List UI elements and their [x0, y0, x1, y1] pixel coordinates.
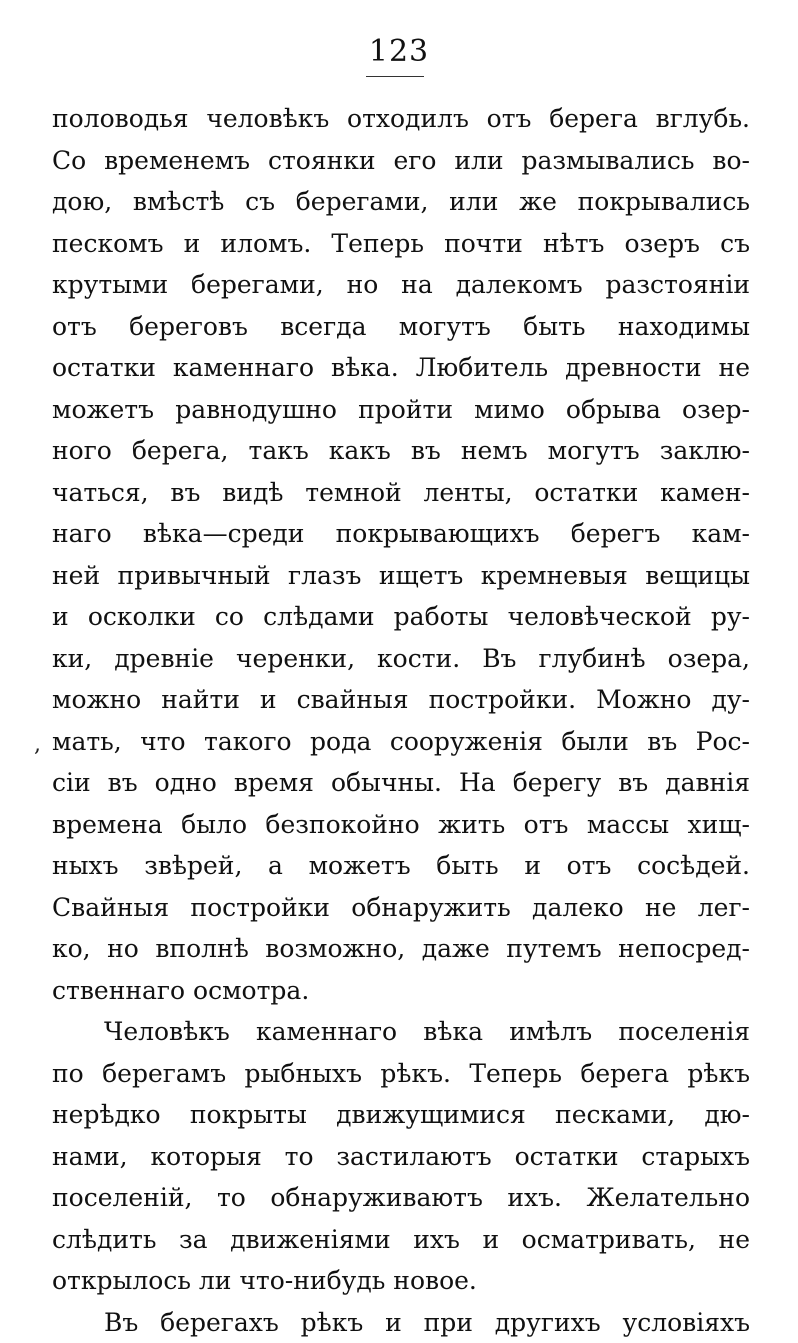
text-line: остатки каменнаго вѣка. Любитель древности не	[52, 347, 750, 389]
text-line: Въ берегахъ рѣкъ и при другихъ условіяхъ	[52, 1302, 750, 1343]
text-line: Человѣкъ каменнаго вѣка имѣлъ поселенія	[52, 1011, 750, 1053]
text-line: слѣдить за движеніями ихъ и осматривать, не	[52, 1219, 750, 1261]
text-line: ственнаго осмотра.	[52, 970, 750, 1012]
text-line: наго вѣка—среди покрывающихъ берегъ кам-	[52, 513, 750, 555]
text-line: можетъ равнодушно пройти мимо обрыва озер-	[52, 389, 750, 431]
text-line: ныхъ звѣрей, а можетъ быть и отъ сосѣдей.	[52, 845, 750, 887]
text-line: можно найти и свайныя постройки. Можно ду-	[52, 679, 750, 721]
page-number: 123	[0, 34, 798, 70]
text-line: нами, которыя то застилаютъ остатки старыхъ	[52, 1136, 750, 1178]
text-line: отъ береговъ всегда могутъ быть находимы	[52, 306, 750, 348]
text-line: ко, но вполнѣ возможно, даже путемъ непосред-	[52, 928, 750, 970]
text-line: дою, вмѣстѣ съ берегами, или же покрывались	[52, 181, 750, 223]
text-line: ки, древніе черенки, кости. Въ глубинѣ озера,	[52, 638, 750, 680]
text-line: Свайныя постройки обнаружить далеко не лег-	[52, 887, 750, 929]
header-rule	[366, 76, 424, 77]
text-line: по берегамъ рыбныхъ рѣкъ. Теперь берега рѣкъ	[52, 1053, 750, 1095]
text-line: времена было безпокойно жить отъ массы хищ-	[52, 804, 750, 846]
text-line: ного берега, такъ какъ въ немъ могутъ заклю-	[52, 430, 750, 472]
text-line: сіи въ одно время обычны. На берегу въ давнія	[52, 762, 750, 804]
text-line: мать, что такого рода сооруженія были въ Рос-	[52, 721, 750, 763]
body-text	[52, 98, 750, 1343]
text-line: чаться, въ видѣ темной ленты, остатки камен-	[52, 472, 750, 514]
text-line: поселеній, то обнаруживаютъ ихъ. Желательно	[52, 1177, 750, 1219]
text-line: Со временемъ стоянки его или размывались во-	[52, 140, 750, 182]
margin-mark: ,	[34, 734, 41, 756]
text-line: пескомъ и иломъ. Теперь почти нѣтъ озеръ съ	[52, 223, 750, 265]
text-line: половодья человѣкъ отходилъ отъ берега вглубь.	[52, 98, 750, 140]
text-line: и осколки со слѣдами работы человѣческой ру-	[52, 596, 750, 638]
text-line: ней привычный глазъ ищетъ кремневыя вещицы	[52, 555, 750, 597]
text-line: открылось ли что-нибудь новое.	[52, 1260, 750, 1302]
text-line: нерѣдко покрыты движущимися песками, дю-	[52, 1094, 750, 1136]
text-line: крутыми берегами, но на далекомъ разстояніи	[52, 264, 750, 306]
